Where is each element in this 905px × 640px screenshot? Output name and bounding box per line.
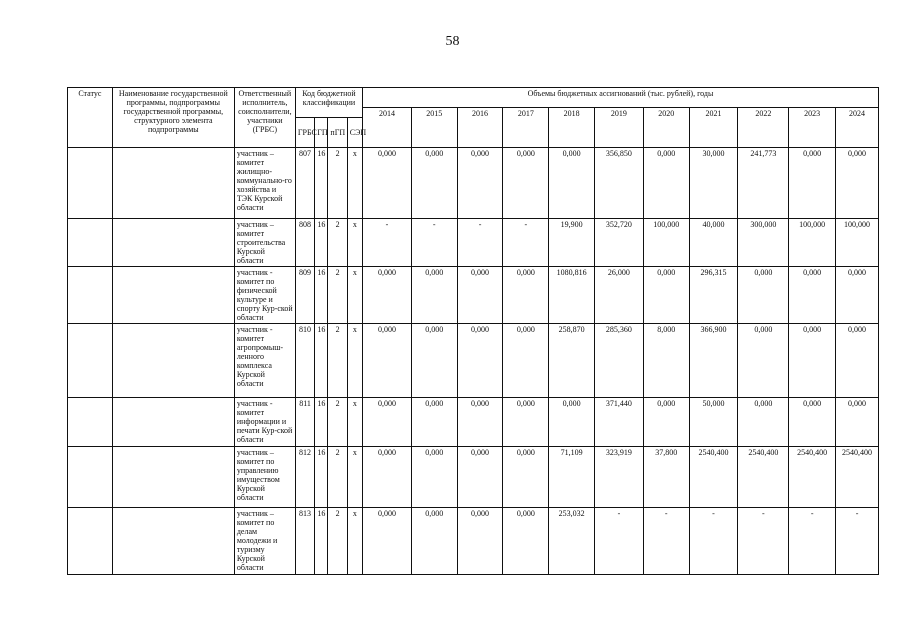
table-row	[68, 219, 879, 267]
sep-cell: х	[347, 398, 362, 447]
value-cell: -	[594, 508, 643, 575]
table-row	[68, 447, 879, 508]
header-year: 2019	[594, 108, 643, 148]
header-year: 2021	[689, 108, 738, 148]
value-cell: 100,000	[643, 219, 689, 267]
executor-cell: участник – комитет по управлению имуществом Курской области	[234, 447, 295, 508]
value-cell: 0,000	[363, 398, 412, 447]
value-cell: 253,032	[549, 508, 595, 575]
value-cell: 100,000	[836, 219, 879, 267]
value-cell: 19,900	[549, 219, 595, 267]
value-cell: 2540,400	[789, 447, 836, 508]
value-cell: -	[738, 508, 789, 575]
value-cell: 0,000	[789, 267, 836, 324]
gp-cell: 16	[315, 219, 328, 267]
header-code: СЭП	[347, 118, 362, 148]
value-cell: 0,000	[643, 398, 689, 447]
gp-cell: 16	[315, 148, 328, 219]
value-cell: 30,000	[689, 148, 738, 219]
value-cell: 8,000	[643, 324, 689, 398]
name-cell	[112, 447, 234, 508]
value-cell: 0,000	[738, 324, 789, 398]
grbs-cell: 811	[295, 398, 314, 447]
value-cell: 241,773	[738, 148, 789, 219]
table-row	[68, 398, 879, 447]
executor-cell: участник – комитет жилищно-коммунально-го хозяйства и ТЭК Курской области	[234, 148, 295, 219]
status-cell	[68, 398, 113, 447]
value-cell: 0,000	[363, 148, 412, 219]
grbs-cell: 813	[295, 508, 314, 575]
value-cell: 0,000	[363, 267, 412, 324]
status-cell	[68, 219, 113, 267]
header-name: Наименование государственной программы, подпрограммы государственной программы, структурного элемента подпрограммы	[112, 88, 234, 148]
pgp-cell: 2	[328, 508, 347, 575]
value-cell: 0,000	[836, 398, 879, 447]
page-number: 58	[445, 34, 460, 49]
header-year: 2022	[738, 108, 789, 148]
value-cell: 296,315	[689, 267, 738, 324]
value-cell: 0,000	[789, 398, 836, 447]
value-cell: 0,000	[411, 398, 457, 447]
value-cell: 0,000	[363, 508, 412, 575]
value-cell: -	[503, 219, 549, 267]
sep-cell: х	[347, 447, 362, 508]
executor-cell: участник - комитет по физической культуре и спорту Кур-ской области	[234, 267, 295, 324]
value-cell: 40,000	[689, 219, 738, 267]
value-cell: 0,000	[503, 447, 549, 508]
value-cell: 0,000	[789, 148, 836, 219]
header-year: 2018	[549, 108, 595, 148]
value-cell: 0,000	[457, 148, 503, 219]
budget-table	[67, 87, 879, 575]
value-cell: 0,000	[503, 324, 549, 398]
value-cell: 0,000	[643, 148, 689, 219]
value-cell: 371,440	[594, 398, 643, 447]
executor-cell: участник – комитет строительства Курской области	[234, 219, 295, 267]
name-cell	[112, 148, 234, 219]
gp-cell: 16	[315, 447, 328, 508]
value-cell: -	[643, 508, 689, 575]
value-cell: 0,000	[643, 267, 689, 324]
grbs-cell: 807	[295, 148, 314, 219]
value-cell: 0,000	[457, 398, 503, 447]
status-cell	[68, 508, 113, 575]
value-cell: -	[836, 508, 879, 575]
header-year: 2016	[457, 108, 503, 148]
executor-cell: участник - комитет агропромыш-ленного комплекса Курской области	[234, 324, 295, 398]
value-cell: 0,000	[457, 324, 503, 398]
header-code: ГП	[315, 118, 328, 148]
value-cell: 0,000	[363, 324, 412, 398]
value-cell: 0,000	[457, 267, 503, 324]
value-cell: 300,000	[738, 219, 789, 267]
sep-cell: х	[347, 508, 362, 575]
value-cell: 356,850	[594, 148, 643, 219]
gp-cell: 16	[315, 508, 328, 575]
pgp-cell: 2	[328, 324, 347, 398]
gp-cell: 16	[315, 398, 328, 447]
value-cell: -	[789, 508, 836, 575]
header-code: пГП	[328, 118, 347, 148]
grbs-cell: 808	[295, 219, 314, 267]
value-cell: -	[689, 508, 738, 575]
header-year: 2015	[411, 108, 457, 148]
value-cell: 0,000	[836, 148, 879, 219]
sep-cell: х	[347, 148, 362, 219]
table-row	[68, 508, 879, 575]
status-cell	[68, 324, 113, 398]
value-cell: 37,800	[643, 447, 689, 508]
value-cell: 0,000	[738, 398, 789, 447]
header-year: 2014	[363, 108, 412, 148]
value-cell: 1080,816	[549, 267, 595, 324]
value-cell: 2540,400	[689, 447, 738, 508]
table-row	[68, 324, 879, 398]
gp-cell: 16	[315, 324, 328, 398]
value-cell: 50,000	[689, 398, 738, 447]
header-volume-group: Объемы бюджетных ассигнований (тыс. рублей), годы	[363, 88, 879, 108]
grbs-cell: 812	[295, 447, 314, 508]
value-cell: 0,000	[503, 398, 549, 447]
value-cell: 323,919	[594, 447, 643, 508]
value-cell: 2540,400	[738, 447, 789, 508]
value-cell: 26,000	[594, 267, 643, 324]
header-executor: Ответственный исполнитель, соисполнители, участники (ГРБС)	[234, 88, 295, 148]
value-cell: 0,000	[836, 267, 879, 324]
table-row	[68, 267, 879, 324]
value-cell: 0,000	[457, 447, 503, 508]
status-cell	[68, 447, 113, 508]
gp-cell: 16	[315, 267, 328, 324]
status-cell	[68, 148, 113, 219]
value-cell: 0,000	[411, 148, 457, 219]
header-year: 2020	[643, 108, 689, 148]
header-year: 2024	[836, 108, 879, 148]
value-cell: 71,109	[549, 447, 595, 508]
grbs-cell: 809	[295, 267, 314, 324]
value-cell: 0,000	[789, 324, 836, 398]
pgp-cell: 2	[328, 148, 347, 219]
value-cell: 258,870	[549, 324, 595, 398]
header-code: ГРБС	[295, 118, 314, 148]
value-cell: 2540,400	[836, 447, 879, 508]
value-cell: -	[363, 219, 412, 267]
value-cell: 0,000	[738, 267, 789, 324]
value-cell: 0,000	[411, 447, 457, 508]
value-cell: -	[411, 219, 457, 267]
executor-cell: участник - комитет информации и печати Кур-ской области	[234, 398, 295, 447]
name-cell	[112, 324, 234, 398]
value-cell: 0,000	[363, 447, 412, 508]
value-cell: 0,000	[503, 148, 549, 219]
pgp-cell: 2	[328, 219, 347, 267]
table-row	[68, 148, 879, 219]
value-cell: 0,000	[411, 508, 457, 575]
value-cell: 0,000	[836, 324, 879, 398]
value-cell: 352,720	[594, 219, 643, 267]
name-cell	[112, 398, 234, 447]
pgp-cell: 2	[328, 398, 347, 447]
sep-cell: х	[347, 324, 362, 398]
value-cell: 0,000	[411, 267, 457, 324]
executor-cell: участник – комитет по делам молодежи и туризму Курской области	[234, 508, 295, 575]
value-cell: 0,000	[411, 324, 457, 398]
header-year: 2023	[789, 108, 836, 148]
name-cell	[112, 508, 234, 575]
value-cell: 0,000	[457, 508, 503, 575]
header-year: 2017	[503, 108, 549, 148]
status-cell	[68, 267, 113, 324]
value-cell: 285,360	[594, 324, 643, 398]
grbs-cell: 810	[295, 324, 314, 398]
value-cell: 0,000	[549, 398, 595, 447]
value-cell: -	[457, 219, 503, 267]
name-cell	[112, 267, 234, 324]
value-cell: 100,000	[789, 219, 836, 267]
sep-cell: х	[347, 219, 362, 267]
sep-cell: х	[347, 267, 362, 324]
header-status: Статус	[68, 88, 113, 148]
value-cell: 0,000	[549, 148, 595, 219]
value-cell: 0,000	[503, 267, 549, 324]
pgp-cell: 2	[328, 267, 347, 324]
header-code-group: Код бюджетной классификации	[295, 88, 362, 118]
pgp-cell: 2	[328, 447, 347, 508]
value-cell: 366,900	[689, 324, 738, 398]
value-cell: 0,000	[503, 508, 549, 575]
name-cell	[112, 219, 234, 267]
